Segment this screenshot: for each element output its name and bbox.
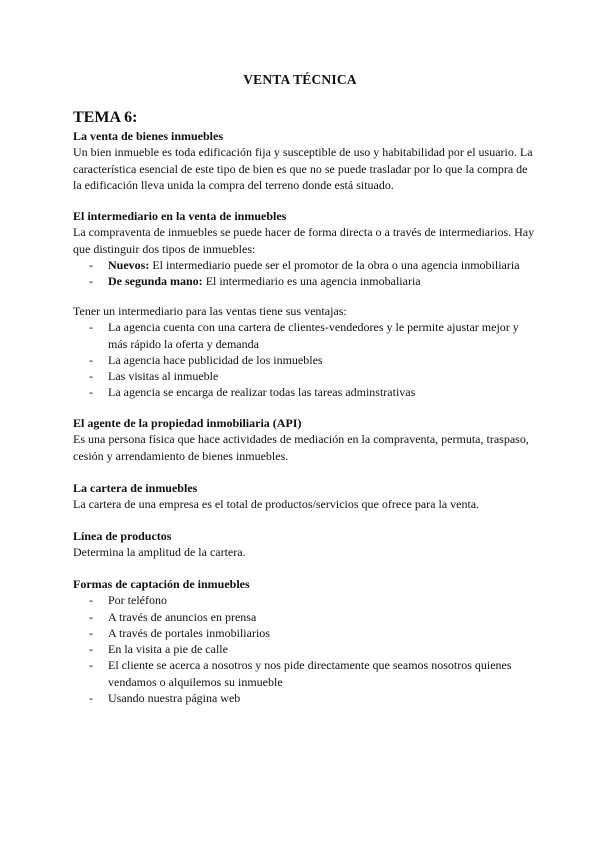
section-linea-productos	[73, 528, 535, 561]
list-text: La agencia se encarga de realizar todas las tareas adminstrativas	[108, 385, 416, 400]
list-text: A través de anuncios en prensa	[108, 609, 257, 624]
list-item	[73, 368, 535, 384]
list-text: A través de portales inmobiliarios	[108, 625, 270, 640]
list-item	[73, 641, 535, 657]
list-text: En la visita a pie de calle	[108, 642, 228, 657]
list-item	[73, 592, 535, 608]
document-title: VENTA TÉCNICA	[243, 72, 357, 87]
list-term: De segunda mano:	[108, 274, 203, 289]
section-heading: El intermediario en la venta de inmuebles	[73, 209, 287, 223]
list-item	[73, 625, 535, 641]
dash-bullet: -	[89, 369, 93, 384]
chapter-title: TEMA 6:	[73, 109, 138, 126]
dash-bullet: -	[89, 385, 93, 400]
list-text: La agencia hace publicidad de los inmuebles	[108, 352, 323, 367]
paragraph: Un bien inmueble es toda edificación fija y susceptible de uso y habitabilidad por el usuario. La característica esencial de este tipo de bien es que no se puede trasladar por lo que la compra de la edificación lleva unida la compra del terreno donde está situado.	[73, 145, 533, 192]
dash-bullet: -	[89, 658, 93, 673]
section-intermediario	[73, 208, 535, 289]
list-text: Por teléfono	[108, 593, 167, 608]
section-ventajas	[73, 303, 535, 401]
section-cartera	[73, 480, 535, 513]
section-heading: La cartera de inmuebles	[73, 481, 198, 495]
list-text: La agencia cuenta con una cartera de clientes-vendedores y le permite ajustar mejor y más rápido la oferta y demanda	[108, 320, 519, 351]
paragraph: Es una persona física que hace actividades de mediación en la compraventa, permuta, traspaso, cesión y arrendamiento de bienes inmuebles.	[73, 432, 529, 463]
list-text: Usando nuestra página web	[108, 691, 241, 706]
section-heading: El agente de la propiedad inmobiliaria (API)	[73, 416, 302, 430]
dash-bullet: -	[89, 257, 93, 272]
section-captacion	[73, 576, 535, 706]
paragraph: La compraventa de inmuebles se puede hacer de forma directa o a través de intermediarios. Hay que distinguir dos tipos de inmuebles:	[73, 225, 535, 256]
section-venta-bienes	[73, 128, 535, 193]
section-heading: Formas de captación de inmuebles	[73, 577, 250, 591]
list-item	[73, 352, 535, 368]
dash-bullet: -	[89, 642, 93, 657]
list-term: Nuevos:	[108, 257, 150, 272]
paragraph: La cartera de una empresa es el total de productos/servicios que ofrece para la venta.	[73, 497, 480, 512]
dash-bullet: -	[89, 609, 93, 624]
section-heading: La venta de bienes inmuebles	[73, 129, 224, 143]
dash-bullet: -	[89, 320, 93, 335]
inmueble-types-list	[73, 257, 535, 290]
dash-bullet: -	[89, 691, 93, 706]
dash-bullet: -	[89, 625, 93, 640]
list-item	[73, 257, 535, 273]
list-item	[73, 690, 535, 706]
list-item	[73, 384, 535, 400]
section-agente	[73, 415, 535, 464]
list-item	[73, 319, 535, 352]
section-heading: Línea de productos	[73, 529, 172, 543]
ventajas-list	[73, 319, 535, 400]
list-text: El intermediario puede ser el promotor de la obra o una agencia inmobiliaria	[149, 257, 520, 272]
list-text: El intermediario es una agencia inmobaliaria	[202, 274, 421, 289]
dash-bullet: -	[89, 352, 93, 367]
list-item	[73, 273, 535, 289]
list-item	[73, 609, 535, 625]
list-text: El cliente se acerca a nosotros y nos pide directamente que seamos nosotros quienes vendamos o alquilemos su inmueble	[108, 658, 512, 689]
paragraph: Determina la amplitud de la cartera.	[73, 545, 246, 560]
dash-bullet: -	[89, 274, 93, 289]
captacion-list	[73, 592, 535, 706]
list-text: Las visitas al inmueble	[108, 369, 219, 384]
paragraph: Tener un intermediario para las ventas tiene sus ventajas:	[73, 304, 347, 318]
list-item	[73, 657, 535, 690]
dash-bullet: -	[89, 593, 93, 608]
